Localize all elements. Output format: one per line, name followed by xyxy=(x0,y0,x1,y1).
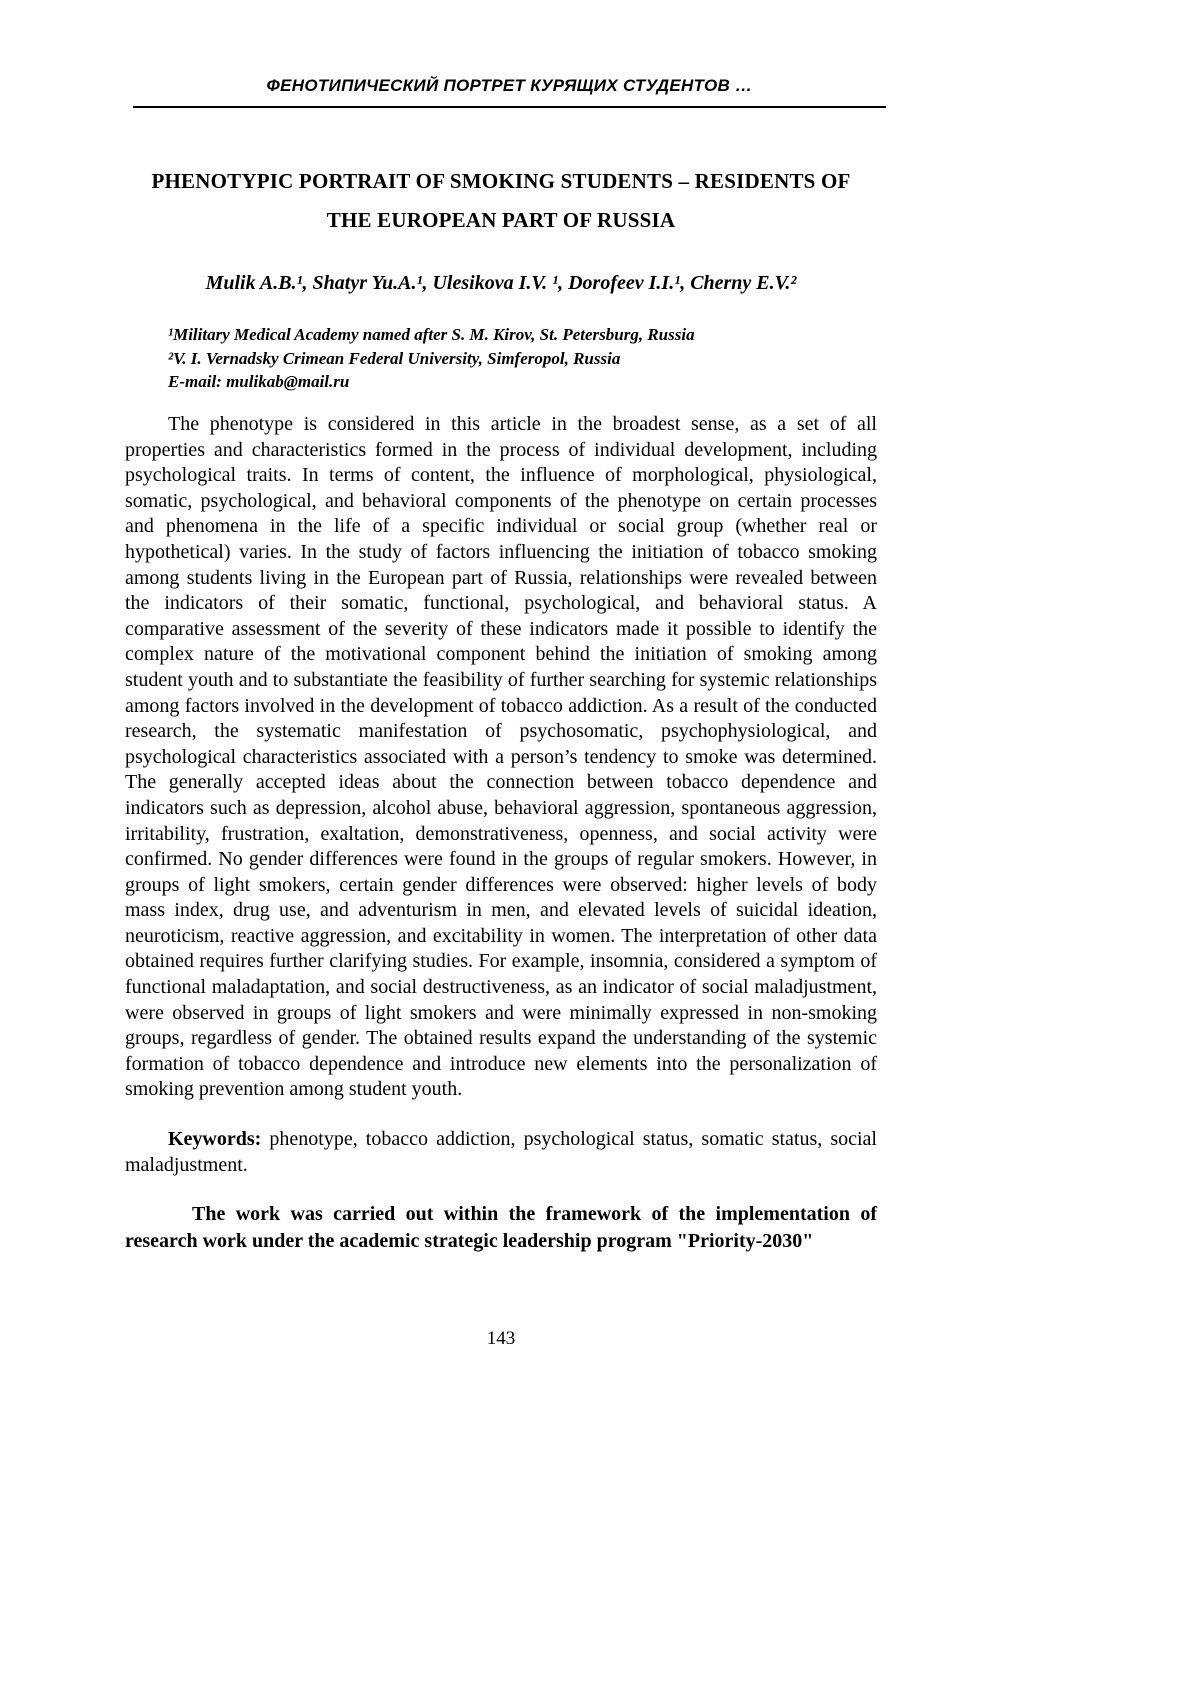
authors-line: Mulik A.B.¹, Shatyr Yu.A.¹, Ulesikova I.V. ¹, Dorofeev I.I.¹, Cherny E.V.² xyxy=(205,272,797,294)
affiliation-2: ²V. I. Vernadsky Crimean Federal University, Simferopol, Russia xyxy=(168,348,621,368)
abstract-paragraph: The phenotype is considered in this article in the broadest sense, as a set of all properties and characteristics formed in the process of individual development, including psychological traits. In terms of content, the influence of morphological, physiological, somatic, psychological, and behavioral components of the phenotype on certain processes and phenomena in the life of a specific individual or social group (whether real or hypothetical) varies. In the study of factors influencing the initiation of tobacco smoking among students living in the European part of Russia, relationships were revealed between the indicators of their somatic, functional, psychological, and behavioral status. A comparative assessment of the severity of these indicators made it possible to identify the complex nature of the motivational component behind the initiation of smoking among student youth and to substantiate the feasibility of further searching for systemic relationships among factors involved in the development of tobacco addiction. As a result of the conducted research, the systematic manifestation of psychosomatic, psychophysiological, and psychological characteristics associated with a person’s tendency to smoke was determined. The generally accepted ideas about the connection between tobacco dependence and indicators such as depression, alcohol abuse, behavioral aggression, spontaneous aggression, irritability, frustration, exaltation, demonstrativeness, openness, and social activity were confirmed. No gender differences were found in the groups of regular smokers. However, in groups of light smokers, certain gender differences were observed: higher levels of body mass index, drug use, and adventurism in men, and elevated levels of suicidal ideation, neuroticism, reactive aggression, and excitability in women. The interpretation of other data obtained requires further clarifying studies. For example, insomnia, considered a symptom of functional maladaptation, and social destructiveness, as an indicator of social maladjustment, were observed in groups of light smokers and were minimally expressed in non-smoking groups, regardless of gender. The obtained results expand the understanding of the systemic formation of tobacco dependence and introduce new elements into the personalization of smoking prevention among student youth. xyxy=(125,413,877,1101)
article-title xyxy=(125,167,877,234)
running-header: ФЕНОТИПИЧЕСКИЙ ПОРТРЕТ КУРЯЩИХ СТУДЕНТОВ … xyxy=(266,76,753,95)
article-title-line-2: THE EUROPEAN PART OF RUSSIA xyxy=(326,208,676,232)
page-number: 143 xyxy=(486,1328,516,1349)
keywords-label: Keywords: xyxy=(168,1128,262,1150)
header-rule xyxy=(133,106,886,108)
email-line: E-mail: mulikab@mail.ru xyxy=(168,372,350,391)
keywords-text: phenotype, tobacco addiction, psychological status, somatic status, social maladjustment. xyxy=(125,1128,877,1176)
affiliations-block xyxy=(168,323,877,394)
keywords-paragraph xyxy=(125,1127,877,1178)
article-title-line-1: PHENOTYPIC PORTRAIT OF SMOKING STUDENTS – RESIDENTS OF xyxy=(151,169,851,193)
funding-statement: The work was carried out within the framework of the implementation of research work under the academic strategic leadership program "Priority-2030" xyxy=(125,1203,877,1252)
affiliation-1: ¹Military Medical Academy named after S. M. Kirov, St. Petersburg, Russia xyxy=(168,325,695,344)
